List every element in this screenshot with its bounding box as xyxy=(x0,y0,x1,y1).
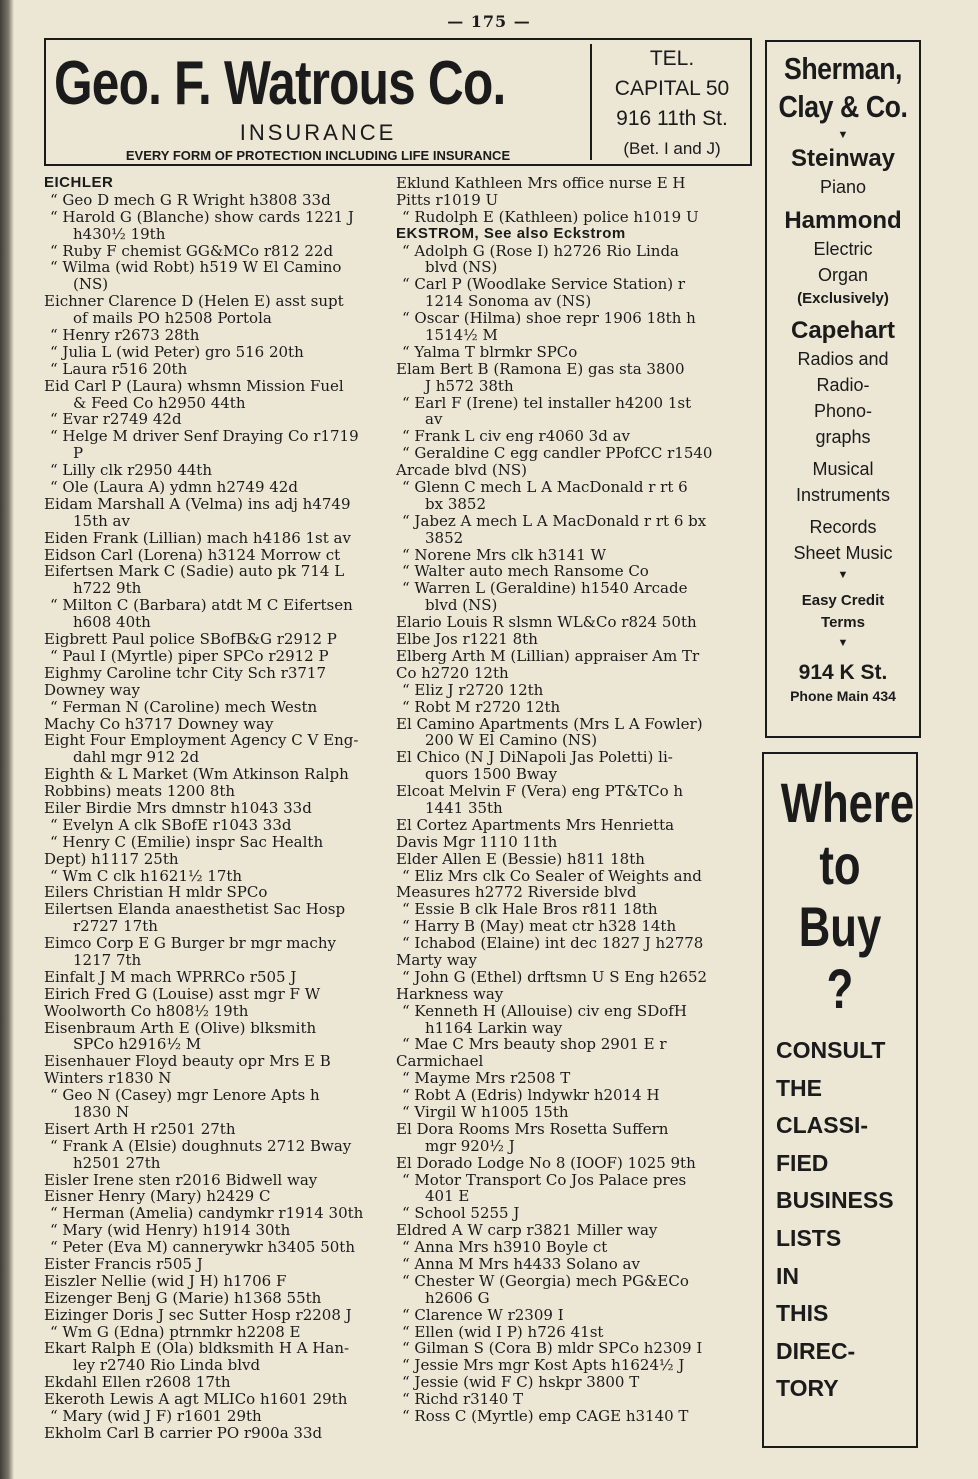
directory-line: of mails PO h2508 Portola xyxy=(73,309,272,328)
directory-line: “ Henry C (Emilie) inspr Sac Health xyxy=(50,832,324,851)
directory-line: “ Ellen (wid I P) h726 41st xyxy=(402,1322,604,1341)
directory-line: “ Mary (wid Henry) h1914 30th xyxy=(50,1221,291,1240)
directory-line: J h572 38th xyxy=(425,376,514,395)
directory-line: EKSTROM, See also Eckstrom xyxy=(396,224,626,242)
directory-line: Eigbrett Paul police SBofB&G r2912 P xyxy=(44,630,337,649)
directory-line: “ Motor Transport Co Jos Palace pres xyxy=(402,1170,687,1189)
directory-line: “ Warren L (Geraldine) h1540 Arcade xyxy=(402,579,688,598)
ad-tagline: EVERY FORM OF PROTECTION INCLUDING LIFE INSURANCE xyxy=(125,148,511,163)
directory-line: “ Evelyn A clk SBofE r1043 33d xyxy=(50,815,292,834)
directory-line: Eimco Corp E G Burger br mgr machy xyxy=(44,934,336,953)
directory-line: “ Mary (wid J F) r1601 29th xyxy=(50,1407,262,1426)
directory-line: “ Eliz Mrs clk Co Sealer of Weights and xyxy=(402,866,702,885)
directory-line: Eilertsen Elanda anaesthetist Sac Hosp xyxy=(44,900,346,919)
ad-where-line: ? xyxy=(826,957,854,1020)
directory-line: Elder Allen E (Bessie) h811 18th xyxy=(396,849,645,868)
directory-line: “ Frank L civ eng r4060 3d av xyxy=(402,427,630,446)
directory-line: “ Herman (Amelia) candymkr r1914 30th xyxy=(50,1204,364,1223)
directory-line: 1514½ M xyxy=(425,326,498,345)
directory-line: “ Geo N (Casey) mgr Lenore Apts h xyxy=(50,1086,320,1105)
ad-brand-name xyxy=(778,50,909,126)
directory-line: Eidson Carl (Lorena) h3124 Morrow ct xyxy=(44,545,341,564)
directory-line: Eisenbraum Arth E (Olive) blksmith xyxy=(44,1018,317,1037)
directory-line: “ Clarence W r2309 I xyxy=(402,1305,564,1324)
directory-line: Robbins) meats 1200 8th xyxy=(44,782,236,801)
directory-line: “ Oscar (Hilma) shoe repr 1906 18th h xyxy=(402,309,696,328)
directory-line: “ Anna M Mrs h4433 Solano av xyxy=(402,1255,640,1273)
ad-line-phono: Phono- xyxy=(813,401,873,421)
directory-line: “ Mayme Mrs r2508 T xyxy=(402,1069,571,1088)
directory-line: bx 3852 xyxy=(425,494,487,513)
directory-line: & Feed Co h2950 44th xyxy=(73,393,246,412)
ad-line-electric: Electric xyxy=(813,239,873,259)
directory-line: Elberg Arth M (Lillian) appraiser Am Tr xyxy=(396,646,700,665)
directory-line: Eighmy Caroline tchr City Sch r3717 xyxy=(44,663,327,682)
ad-cross-streets: (Bet. I and J) xyxy=(623,139,721,158)
ad-consult-line: CLASSI- xyxy=(776,1112,868,1139)
directory-line: h1164 Larkin way xyxy=(425,1018,563,1037)
ad-insurance-label: INSURANCE xyxy=(239,120,397,145)
directory-column-left xyxy=(44,175,386,1442)
directory-line: 1217 7th xyxy=(73,950,142,969)
directory-line: “ Evar r2749 42d xyxy=(50,410,182,429)
directory-line: Eiler Birdie Mrs dmnstr h1043 33d xyxy=(44,798,312,817)
ad-line-radios: Radios and xyxy=(797,349,889,369)
directory-line: h722 9th xyxy=(73,579,142,598)
directory-line: “ Laura r516 20th xyxy=(50,359,188,378)
ad-line-radio: Radio- xyxy=(816,375,870,395)
directory-line: Elbe Jos r1221 8th xyxy=(396,630,538,649)
directory-line: “ Lilly clk r2950 44th xyxy=(50,461,212,480)
ad-consult-line: FIED xyxy=(776,1149,829,1176)
ad-line-hammond: Hammond xyxy=(784,207,902,234)
directory-line: 15th av xyxy=(73,511,130,530)
directory-line: Ekdahl Ellen r2608 17th xyxy=(44,1373,231,1392)
directory-line: ley r2740 Rio Linda blvd xyxy=(73,1356,261,1375)
directory-line: “ Anna Mrs h3910 Boyle ct xyxy=(402,1238,608,1257)
directory-line: “ Paul I (Myrtle) piper SPCo r2912 P xyxy=(50,646,329,665)
directory-line: Eirich Fred G (Louise) asst mgr F W xyxy=(44,984,321,1003)
directory-line: “ Richd r3140 T xyxy=(402,1390,524,1409)
ad-line-easy-credit: Easy Credit xyxy=(801,592,885,609)
directory-line: “ Eliz J r2720 12th xyxy=(402,680,544,699)
directory-line: “ Glenn C mech L A MacDonald r rt 6 xyxy=(402,478,688,497)
ad-brand-line: Sherman, xyxy=(783,51,903,86)
ad-line-piano: Piano xyxy=(819,177,867,197)
directory-line: “ Virgil W h1005 15th xyxy=(402,1102,569,1121)
directory-line: 401 E xyxy=(425,1187,470,1206)
directory-line: Eighth & L Market (Wm Atkinson Ralph xyxy=(44,765,349,784)
where-to-buy-ad xyxy=(762,752,918,1448)
ad-telephone-panel xyxy=(590,44,752,160)
directory-line: “ Ruby F chemist GG&MCo r812 22d xyxy=(50,241,334,260)
directory-line: Eid Carl P (Laura) whsmn Mission Fuel xyxy=(44,376,344,395)
ad-tel-number: CAPITAL 50 xyxy=(614,77,730,100)
ad-consult-line: THE xyxy=(776,1074,822,1101)
directory-line: Dept) h1117 25th xyxy=(44,849,179,868)
directory-line: h608 40th xyxy=(73,613,151,632)
directory-line: 200 W El Camino (NS) xyxy=(425,731,598,750)
directory-line: Measures h2772 Riverside blvd xyxy=(396,883,637,902)
directory-line: h2606 G xyxy=(425,1288,490,1307)
watrous-insurance-ad xyxy=(44,38,752,166)
directory-line: EICHLER xyxy=(44,174,114,191)
arrow-down-icon: ▼ xyxy=(837,129,849,141)
directory-line: Eldred A W carp r3821 Miller way xyxy=(396,1221,658,1240)
directory-line: Ekart Ralph E (Ola) bldksmith H A Han- xyxy=(44,1339,350,1358)
directory-line: “ Geo D mech G R Wright h3808 33d xyxy=(50,190,331,209)
directory-line: quors 1500 Bway xyxy=(425,765,558,784)
directory-line: “ Kenneth H (Allouise) civ eng SDofH xyxy=(402,1001,687,1020)
directory-line: “ Robt A (Edris) lndywkr h2014 H xyxy=(402,1086,660,1105)
directory-line: “ Geraldine C egg candler PPofCC r1540 xyxy=(402,444,713,463)
arrow-down-icon: ▼ xyxy=(837,569,849,581)
directory-line: Eisenhauer Floyd beauty opr Mrs E B xyxy=(44,1052,331,1071)
directory-line: “ Norene Mrs clk h3141 W xyxy=(402,545,607,564)
directory-line: Machy Co h3717 Downey way xyxy=(44,714,274,733)
directory-line: Eklund Kathleen Mrs office nurse E H xyxy=(396,174,686,192)
arrow-down-icon: ▼ xyxy=(837,637,849,649)
ad-line-terms: Terms xyxy=(821,614,865,631)
directory-line: mgr 920½ J xyxy=(425,1136,515,1155)
directory-line: Ekholm Carl B carrier PO r900a 33d xyxy=(44,1423,323,1442)
directory-line: (NS) xyxy=(73,275,109,294)
directory-line: “ Mae C Mrs beauty shop 2901 E r xyxy=(402,1035,667,1054)
directory-line: El Cortez Apartments Mrs Henrietta xyxy=(396,815,675,834)
directory-line: “ Adolph G (Rose I) h2726 Rio Linda xyxy=(402,241,680,260)
directory-line: “ John G (Ethel) drftsmn U S Eng h2652 xyxy=(402,967,708,986)
directory-line: Eisert Arth H r2501 27th xyxy=(44,1119,236,1138)
ad-main-panel xyxy=(46,40,590,164)
directory-line: Eisner Henry (Mary) h2429 C xyxy=(44,1187,271,1206)
ad-where-line: to xyxy=(819,833,861,896)
ad-tel-label: TEL. xyxy=(649,47,695,70)
ad-where-to-buy xyxy=(780,771,915,1020)
directory-line: Eidam Marshall A (Velma) ins adj h4749 xyxy=(44,494,351,513)
directory-line: “ Ole (Laura A) ydmn h2749 42d xyxy=(50,478,298,497)
directory-line: 1441 35th xyxy=(425,798,503,817)
directory-line: “ Julia L (wid Peter) gro 516 20th xyxy=(50,342,304,361)
directory-line: P xyxy=(73,444,84,463)
ad-consult-line: IN xyxy=(776,1262,799,1289)
ad-consult-line: LISTS xyxy=(776,1224,842,1251)
directory-line: “ Gilman S (Cora B) mldr SPCo h2309 I xyxy=(402,1339,703,1358)
directory-line: Woolworth Co h808½ 19th xyxy=(44,1001,249,1020)
ad-line-records: Records xyxy=(809,517,877,537)
directory-line: “ Robt M r2720 12th xyxy=(402,697,561,716)
directory-line: “ Jessie (wid F C) hskpr 3800 T xyxy=(402,1373,640,1392)
directory-line: Pitts r1019 U xyxy=(396,190,499,209)
directory-line: El Dora Rooms Mrs Rosetta Suffern xyxy=(396,1119,669,1138)
directory-line: r2727 17th xyxy=(73,917,158,936)
ad-consult-line: BUSINESS xyxy=(776,1187,894,1214)
page-number: — 175 — xyxy=(447,12,531,31)
directory-line: Elam Bert B (Ramona E) gas sta 3800 xyxy=(396,359,685,378)
directory-line: Elario Louis R slsmn WL&Co r824 50th xyxy=(396,613,697,632)
directory-line: “ Harry B (May) meat ctr h328 14th xyxy=(402,917,677,936)
directory-line: “ School 5255 J xyxy=(402,1204,520,1223)
ad-consult-line: CONSULT xyxy=(776,1037,886,1063)
directory-line: Eichner Clarence D (Helen E) asst supt xyxy=(44,292,344,311)
directory-line: “ Yalma T blrmkr SPCo xyxy=(402,342,578,361)
ad-company-name: Geo. F. Watrous Co. xyxy=(54,49,506,118)
directory-line: SPCo h2916½ M xyxy=(73,1035,202,1054)
directory-line: Eiszler Nellie (wid J H) h1706 F xyxy=(44,1271,287,1290)
directory-line: Davis Mgr 1110 11th xyxy=(396,832,558,851)
directory-line: 3852 xyxy=(425,528,464,547)
directory-line: “ Milton C (Barbara) atdt M C Eifertsen xyxy=(50,596,353,615)
directory-line: Elcoat Melvin F (Vera) eng PT&TCo h xyxy=(396,782,684,801)
ad-line-sheet-music: Sheet Music xyxy=(793,543,893,563)
directory-line: Ekeroth Lewis A agt MLICo h1601 29th xyxy=(44,1390,348,1409)
directory-line: h430½ 19th xyxy=(73,224,166,243)
ad-line-exclusively: (Exclusively) xyxy=(797,290,889,307)
directory-line: “ Jabez A mech L A MacDonald r rt 6 bx xyxy=(402,511,707,530)
directory-line: “ Essie B clk Hale Bros r811 18th xyxy=(402,900,658,919)
directory-line: 1214 Sonoma av (NS) xyxy=(425,292,592,311)
ad-line-address: 914 K St. xyxy=(798,661,888,684)
directory-line: “ Frank A (Elsie) doughnuts 2712 Bway xyxy=(50,1136,352,1155)
directory-line: Carmichael xyxy=(396,1052,484,1071)
directory-line: “ Earl F (Irene) tel installer h4200 1st xyxy=(402,393,692,412)
directory-line: Eister Francis r505 J xyxy=(44,1255,203,1273)
ad-line-steinway: Steinway xyxy=(790,145,896,172)
directory-line: “ Jessie Mrs mgr Kost Apts h1624½ J xyxy=(402,1356,685,1375)
directory-line: “ Ichabod (Elaine) int dec 1827 J h2778 xyxy=(402,934,704,953)
directory-line: Eight Four Employment Agency C V Eng- xyxy=(44,731,359,750)
sherman-clay-ad xyxy=(765,40,921,738)
directory-line: Co h2720 12th xyxy=(396,663,509,682)
ad-line-organ: Organ xyxy=(817,265,869,285)
directory-line: Winters r1830 N xyxy=(44,1069,172,1088)
directory-line: “ Ross C (Myrtle) emp CAGE h3140 T xyxy=(402,1407,689,1426)
ad-consult-text xyxy=(776,1032,916,1408)
directory-line: Eizenger Benj G (Marie) h1368 55th xyxy=(44,1288,322,1307)
directory-line: Downey way xyxy=(44,680,140,699)
ad-line-phone: Phone Main 434 xyxy=(790,688,896,704)
ad-where-line: Buy xyxy=(798,895,882,958)
directory-line: Eilers Christian H mldr SPCo xyxy=(44,883,268,902)
directory-line: blvd (NS) xyxy=(425,258,498,277)
directory-column-right xyxy=(396,175,756,1425)
ad-line-capehart: Capehart xyxy=(790,317,896,344)
directory-line: dahl mgr 912 2d xyxy=(73,748,200,767)
directory-line: “ Walter auto mech Ransome Co xyxy=(402,562,649,581)
page-gutter-shadow xyxy=(0,0,14,1479)
directory-line: Arcade blvd (NS) xyxy=(396,461,527,480)
directory-line: Eiden Frank (Lillian) mach h4186 1st av xyxy=(44,528,351,547)
directory-line: “ Henry r2673 28th xyxy=(50,326,200,345)
ad-consult-line: DIREC- xyxy=(776,1337,856,1364)
ad-line-musical: Musical xyxy=(812,459,874,479)
directory-line: El Chico (N J DiNapoli Jas Poletti) li- xyxy=(396,748,673,767)
directory-line: “ Helge M driver Senf Draying Co r1719 xyxy=(50,427,359,446)
directory-line: Harkness way xyxy=(396,984,504,1003)
ad-where-line: Where xyxy=(780,771,915,834)
directory-line: “ Harold G (Blanche) show cards 1221 J xyxy=(50,207,354,226)
ad-brand-line: Clay & Co. xyxy=(778,89,908,124)
directory-line: blvd (NS) xyxy=(425,596,498,615)
directory-line: “ Wm G (Edna) ptrnmkr h2208 E xyxy=(50,1322,301,1341)
directory-line: 1830 N xyxy=(73,1102,130,1121)
ad-consult-line: TORY xyxy=(776,1375,839,1402)
directory-line: “ Wilma (wid Robt) h519 W El Camino xyxy=(50,258,342,277)
directory-line: “ Carl P (Woodlake Service Station) r xyxy=(402,275,686,294)
directory-line: El Dorado Lodge No 8 (IOOF) 1025 9th xyxy=(396,1153,696,1172)
directory-line: “ Ferman N (Caroline) mech Westn xyxy=(50,697,318,716)
directory-line: “ Chester W (Georgia) mech PG&ECo xyxy=(402,1271,689,1290)
directory-line: Einfalt J M mach WPRRCo r505 J xyxy=(44,967,297,986)
directory-line: “ Wm C clk h1621½ 17th xyxy=(50,866,243,885)
directory-line: “ Peter (Eva M) cannerywkr h3405 50th xyxy=(50,1238,355,1257)
ad-line-graphs: graphs xyxy=(815,427,871,447)
directory-line: h2501 27th xyxy=(73,1153,161,1172)
directory-line: Eifertsen Mark C (Sadie) auto pk 714 L xyxy=(44,562,345,581)
directory-line: El Camino Apartments (Mrs L A Fowler) xyxy=(396,714,703,733)
directory-line: Eisler Irene sten r2016 Bidwell way xyxy=(44,1170,318,1189)
ad-line-instruments: Instruments xyxy=(795,485,891,505)
ad-address: 916 11th St. xyxy=(616,107,728,130)
ad-consult-line: THIS xyxy=(776,1300,829,1327)
directory-line: Marty way xyxy=(396,950,477,969)
directory-line: “ Rudolph E (Kathleen) police h1019 U xyxy=(402,207,699,226)
directory-line: av xyxy=(425,410,443,429)
directory-line: Eizinger Doris J sec Sutter Hosp r2208 J xyxy=(44,1305,352,1324)
